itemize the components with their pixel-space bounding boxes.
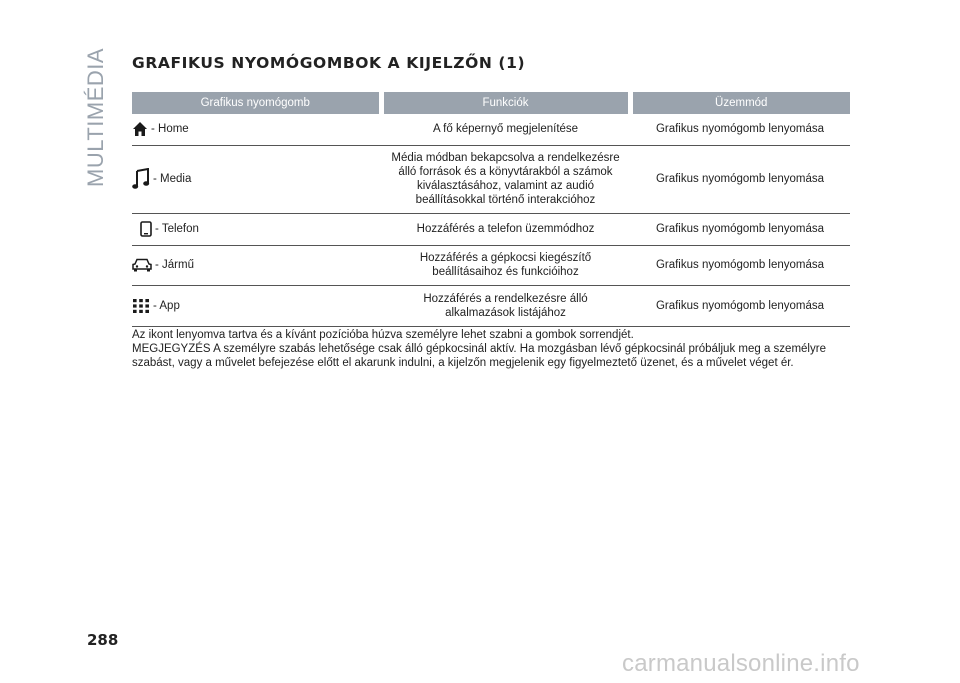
header-mode: Üzemmód <box>630 92 850 114</box>
row-label: - Jármű <box>155 259 194 272</box>
row-button-cell <box>132 213 381 245</box>
table-row <box>132 114 850 145</box>
home-icon <box>132 121 148 137</box>
row-label: - App <box>153 299 180 312</box>
row-label: - Home <box>151 123 189 136</box>
row-button-cell <box>132 114 381 145</box>
row-mode: Grafikus nyomógomb lenyomása <box>630 245 850 285</box>
row-function: A fő képernyő megjelenítése <box>381 114 630 145</box>
table-row <box>132 145 850 213</box>
section-label <box>82 47 110 187</box>
table-row <box>132 285 850 326</box>
row-label: - Telefon <box>155 223 199 236</box>
app-grid-icon <box>132 298 150 314</box>
section-label-text: MULTIMÉDIA <box>83 47 108 187</box>
row-mode: Grafikus nyomógomb lenyomása <box>630 213 850 245</box>
row-function <box>381 285 630 326</box>
header-functions: Funkciók <box>381 92 630 114</box>
row-function-text: Hozzáférés a rendelkezésre álló alkalmazások listájához <box>423 292 588 319</box>
page-title: GRAFIKUS NYOMÓGOMBOK A KIJELZŐN (1) <box>132 54 526 72</box>
row-button-cell <box>132 285 381 326</box>
row-function-text: Hozzáférés a gépkocsi kiegészítő beállításaihoz és funkcióihoz <box>419 252 592 278</box>
table-row <box>132 213 850 245</box>
note-warning: MEGJEGYZÉS A személyre szabás lehetősége csak álló gépkocsinál aktív. Ha mozgásban lévő gépkocsinál próbáljuk meg a személyre szabást, vagy a művelet befejezése előtt el akarunk indulni, a kijelzőn megjelenik egy figyelmeztető üzenet, és a művelet véget ér. <box>132 343 826 369</box>
row-mode: Grafikus nyomógomb lenyomása <box>630 285 850 326</box>
row-function-text: Média módban bekapcsolva a rendelkezésre álló források és a könyvtárakból a számok kiválasztásához, valamint az audió beállításokkal történő interakcióhoz <box>391 152 620 206</box>
row-function <box>381 145 630 213</box>
row-mode: Grafikus nyomógomb lenyomása <box>630 114 850 145</box>
car-icon <box>132 258 152 272</box>
music-note-icon <box>132 168 150 190</box>
row-function: Hozzáférés a telefon üzemmódhoz <box>381 213 630 245</box>
table-header-row <box>132 92 850 114</box>
row-label: - Media <box>153 173 192 186</box>
header-graphic-button: Grafikus nyomógomb <box>132 92 381 114</box>
watermark: carmanualsonline.info <box>622 650 860 677</box>
row-button-cell <box>132 145 381 213</box>
notes <box>132 328 852 370</box>
table-row <box>132 245 850 285</box>
row-function <box>381 245 630 285</box>
phone-icon <box>140 221 152 237</box>
row-mode: Grafikus nyomógomb lenyomása <box>630 145 850 213</box>
note-reorder: Az ikont lenyomva tartva és a kívánt pozícióba húzva személyre lehet szabni a gombok sorrendjét. <box>132 329 634 341</box>
page-number: 288 <box>87 631 119 649</box>
graphic-buttons-table <box>132 92 850 327</box>
row-button-cell <box>132 245 381 285</box>
